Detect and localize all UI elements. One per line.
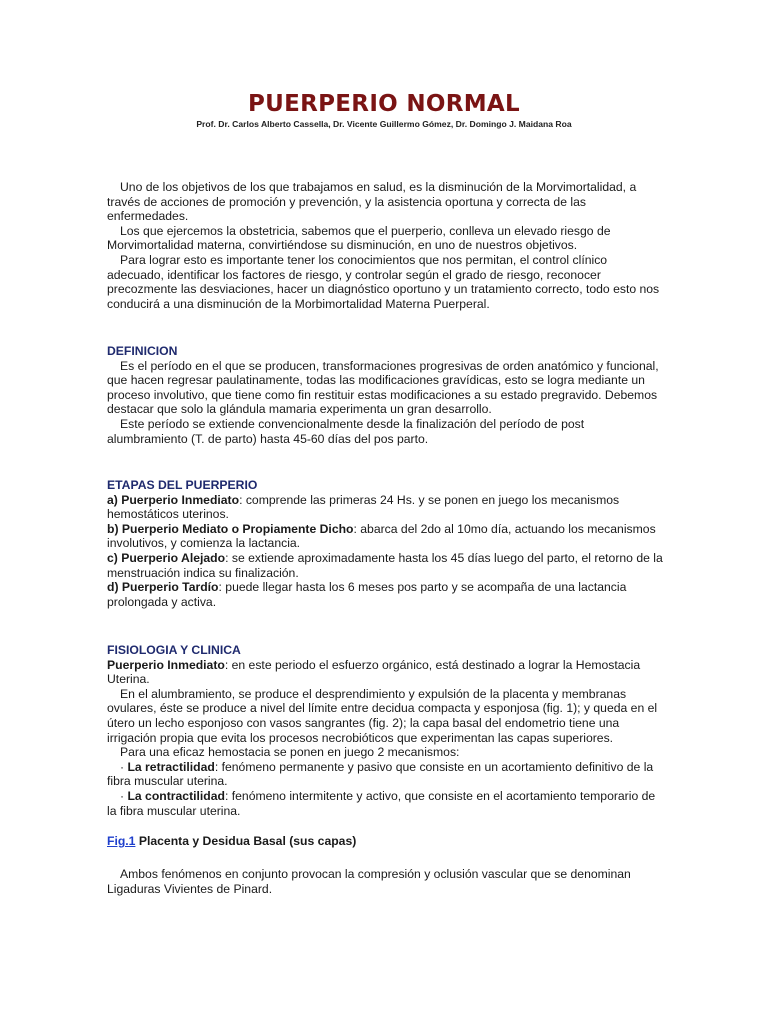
figure-caption: Placenta y Desidua Basal (sus capas) [135,834,357,848]
section-heading: DEFINICION [107,344,178,358]
mechanism-text: : fenómeno permanente y pasivo que consiste en un acortamiento definitivo de la fibra muscular uterina. [107,759,654,789]
intro-paragraph: Para lograr esto es importante tener los conocimientos que nos permitan, el control clínico adecuado, identificar los factores de riesgo, y controlar según el grado de riesgo, reconocer precozmente las desviaciones, hacer un diagnóstico oportuno y un tratamiento correcto, todo esto nos conducirá a una disminución de la Morbimortalidad Materna Puerperal. [107,252,660,311]
definicion-paragraph: Este período se extiende convencionalmente desde la finalización del período de post alumbramiento (T. de parto) hasta 45-60 días del pos parto. [107,416,585,446]
closing-paragraph: Ambos fenómenos en conjunto provocan la compresión y oclusión vascular que se denominan Ligaduras Vivientes de Pinard. [107,867,631,896]
etapa-text: : puede llegar hasta los 6 meses pos parto y se acompaña de una lactancia prolongada y activa. [107,580,627,609]
definicion-section [107,344,663,446]
figure-link[interactable]: Fig.1 [107,834,136,848]
mechanism-item [107,760,663,789]
etapa-term: c) Puerperio Alejado [107,550,226,565]
etapa-term: d) Puerperio Tardío [107,580,219,595]
authors-line: Prof. Dr. Carlos Alberto Cassella, Dr. Vicente Guillermo Gómez, Dr. Domingo J. Maidana Roa [196,119,572,129]
etapas-section [107,478,663,609]
intro-section [107,180,663,311]
etapa-text: : abarca del 2do al 10mo día, actuando los mecanismos involutivos, y comienza la lactancia. [107,521,656,551]
fisiologia-paragraph: En el alumbramiento, se produce el desprendimiento y expulsión de la placenta y membranas ovulares, éste se produce a nivel del límite entre decidua compacta y esponjosa (fig. 1); y queda en el útero un lecho esponjoso con vasos sangrantes (fig. 2); la capa basal del endometrio tiene una irrigación propia que evita los procesos necrobióticos que experimentan las capas superiores. [107,686,658,745]
definicion-paragraph: Es el período en el que se producen, transformaciones progresivas de orden anatómico y funcional, que hacen regresar paulatinamente, todas las modificaciones gravídicas, esto se logra mediante un proceso involutivo, que tiene como fin restituir estas modificaciones a su estado pregravido. Debemos destacar que solo la glándula mamaria experimenta un gran desarrollo. [107,358,659,417]
etapa-item [107,580,663,609]
etapa-item [107,522,663,551]
lead-text: : en este periodo el esfuerzo orgánico, está destinado a lograr la Hemostacia Uterina. [107,657,641,687]
figure-caption-line [107,834,663,849]
bullet: · [120,759,128,774]
mechanism-term: La contractilidad [127,788,225,803]
bullet: · [120,788,128,803]
fisiologia-section [107,643,663,818]
fisiologia-paragraph: Para una eficaz hemostacia se ponen en juego 2 mecanismos: [120,745,460,760]
etapa-term: a) Puerperio Inmediato [107,492,240,507]
document-title: PUERPERIO NORMAL [247,91,520,117]
etapa-term: b) Puerperio Mediato o Propiamente Dicho [107,521,354,536]
etapa-item [107,551,663,580]
intro-paragraph: Los que ejercemos la obstetricia, sabemos que el puerperio, conlleva un elevado riesgo de Morvimortalidad materna, convirtiéndose su disminución, en uno de nuestros objetivos. [107,223,611,253]
mechanism-text: : fenómeno intermitente y activo, que consiste en el acortamiento temporario de la fibra muscular uterina. [107,788,656,818]
lead-term: Puerperio Inmediato [107,657,225,672]
etapa-text: : comprende las primeras 24 Hs. y se ponen en juego los mecanismos hemostáticos uterinos. [107,492,620,522]
etapa-item [107,493,663,522]
mechanism-term: La retractilidad [127,759,215,774]
section-heading: FISIOLOGIA Y CLINICA [107,643,241,657]
etapa-text: : se extiende aproximadamente hasta los 45 días luego del parto, el retorno de la menstruación indica su finalización. [107,550,663,580]
section-heading: ETAPAS DEL PUERPERIO [107,478,258,492]
fisiologia-lead [107,658,663,687]
closing-section [107,867,663,896]
mechanism-item [107,789,663,818]
intro-paragraph: Uno de los objetivos de los que trabajamos en salud, es la disminución de la Morvimortalidad, a través de acciones de promoción y prevención, y la asistencia oportuna y correcta de las enfermedades. [107,180,637,224]
